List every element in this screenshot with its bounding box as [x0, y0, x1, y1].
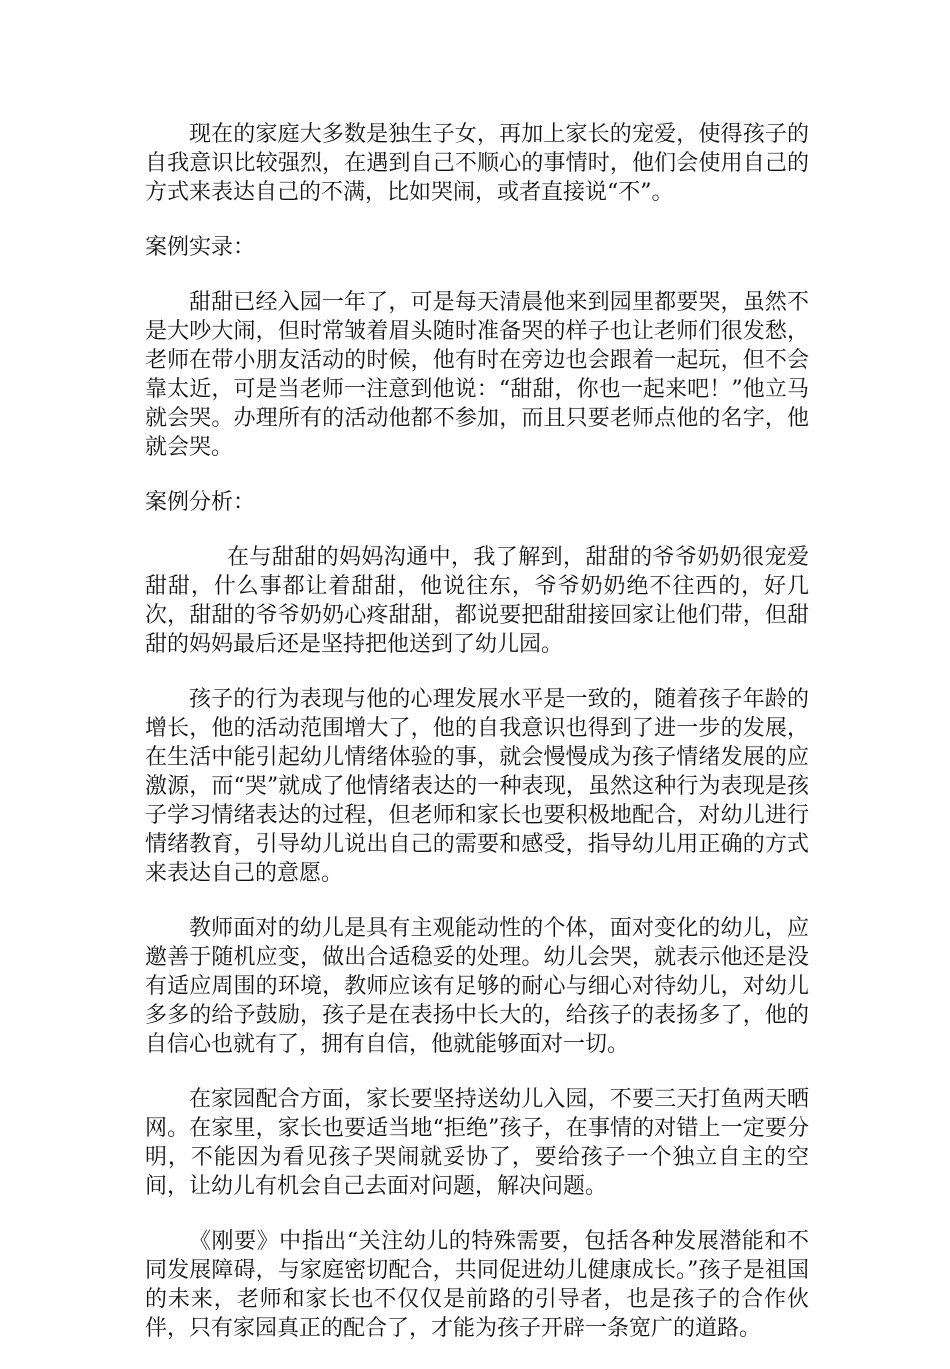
analysis-paragraph-5: 《刚要》中指出“关注幼儿的特殊需要，包括各种发展潜能和不同发展障碍，与家庭密切配合，共同促进幼儿健康成长。”孩子是祖国的未来，老师和家长也不仅仅是前路的引导者，也是孩子的合作伙伴，只有家园真正的配合了，才能为孩子开辟一条宽广的道路。: [145, 1229, 809, 1341]
analysis-paragraph-4: 在家园配合方面，家长要坚持送幼儿入园，不要三天打鱼两天晒网。在家里，家长也要适当地“拒绝”孩子，在事情的对错上一定要分明，不能因为看见孩子哭闹就妥协了，要给孩子一个独立自主的空间，让幼儿有机会自己去面对问题，解决问题。: [145, 1087, 809, 1199]
case-analysis-heading: 案例分析：: [145, 490, 256, 515]
case-record-heading: 案例实录：: [145, 235, 256, 260]
document-body: [145, 120, 809, 1369]
case-record-paragraph: 甜甜已经入园一年了，可是每天清晨他来到园里都要哭，虽然不是大吵大闹，但时常皱着眉头随时准备哭的样子也让老师们很发愁，老师在带小朋友活动的时候，他有时在旁边也会跟着一起玩，但不会靠太近，可是当老师一注意到他说：“甜甜，你也一起来吧！”他立马就会哭。办理所有的活动他都不参加，而且只要老师点他的名字，他就会哭。: [145, 290, 809, 460]
intro-paragraph: 现在的家庭大多数是独生子女，再加上家长的宠爱，使得孩子的自我意识比较强烈，在遇到自己不顺心的事情时，他们会使用自己的方式来表达自己的不满，比如哭闹，或者直接说“不”。: [145, 122, 809, 205]
analysis-paragraph-2: 孩子的行为表现与他的心理发展水平是一致的，随着孩子年龄的增长，他的活动范围增大了，他的自我意识也得到了进一步的发展，在生活中能引起幼儿情绪体验的事，就会慢慢成为孩子情绪发展的应激源，而“哭”就成了他情绪表达的一种表现，虽然这种行为表现是孩子学习情绪表达的过程，但老师和家长也要积极地配合，对幼儿进行情绪教育，引导幼儿说出自己的需要和感受，指导幼儿用正确的方式来表达自己的意愿。: [145, 687, 809, 886]
analysis-paragraph-3: 教师面对的幼儿是具有主观能动性的个体，面对变化的幼儿，应邀善于随机应变，做出合适稳妥的处理。幼儿会哭，就表示他还是没有适应周围的环境，教师应该有足够的耐心与细心对待幼儿，对幼儿多多的给予鼓励，孩子是在表扬中长大的，给孩子的表扬多了，他的自信心也就有了，拥有自信，他就能够面对一切。: [145, 916, 809, 1057]
analysis-paragraph-1: 在与甜甜的妈妈沟通中，我了解到，甜甜的爷爷奶奶很宠爱甜甜，什么事都让着甜甜，他说往东，爷爷奶奶绝不往西的，好几次，甜甜的爷爷奶奶心疼甜甜，都说要把甜甜接回家让他们带，但甜甜的妈妈最后还是坚持把他送到了幼儿园。: [145, 545, 809, 657]
